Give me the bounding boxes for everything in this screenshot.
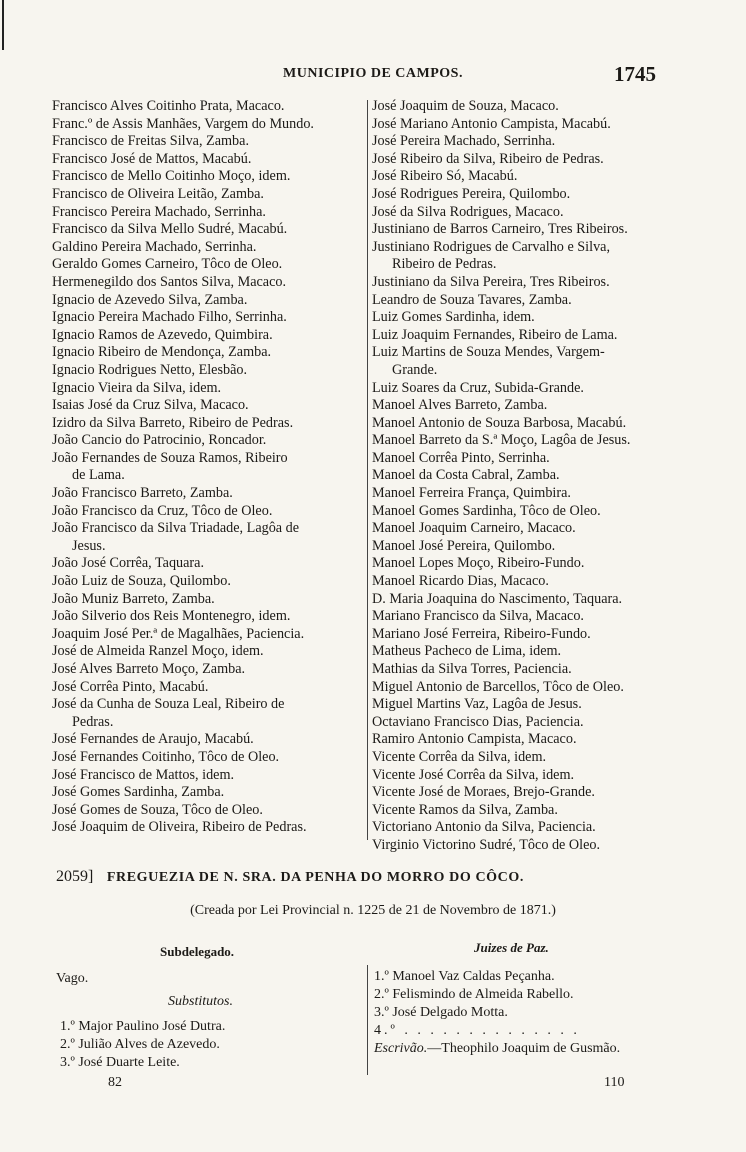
entry-text: José Alves Barreto Moço, Zamba. xyxy=(52,661,246,677)
page-title: MUNICIPIO DE CAMPOS. xyxy=(283,66,463,81)
entry-text: Joaquim José Per.ª de Magalhães, Paciencia. xyxy=(52,625,305,642)
juiz-item: 4.º . . . . . . . . . . . . . . xyxy=(374,1023,580,1038)
entry xyxy=(372,555,690,573)
entry xyxy=(52,133,364,151)
entry-continuation: Grande. xyxy=(392,361,438,378)
entry xyxy=(372,292,690,310)
juizes-list xyxy=(374,968,620,1058)
entry-text: Luiz Soares da Cruz, Subida-Grande. xyxy=(372,379,584,396)
entry xyxy=(372,837,690,855)
entry xyxy=(52,256,364,274)
entry-text: Ignacio Pereira Machado Filho, Serrinha. xyxy=(52,309,287,326)
entry xyxy=(52,397,364,415)
entry-continuation: Ribeiro de Pedras. xyxy=(392,256,497,273)
entry xyxy=(372,467,690,485)
entry xyxy=(372,661,690,679)
entry-text: José Francisco de Mattos, idem. xyxy=(52,766,235,783)
entry-text: Vicente Ramos da Silva, Zamba. xyxy=(372,801,558,818)
entry-text: João Fernandes de Souza Ramos, Ribeiro xyxy=(52,449,288,466)
entry xyxy=(52,116,364,134)
entry xyxy=(372,802,690,820)
entry-text: José Ribeiro da Silva, Ribeiro de Pedras. xyxy=(372,150,604,167)
entry-continuation: de Lama. xyxy=(72,467,125,484)
substituto-item: 2.º Julião Alves de Azevedo. xyxy=(60,1037,220,1052)
entry xyxy=(52,415,364,433)
substitutos-heading: Substitutos. xyxy=(168,994,233,1009)
entry xyxy=(52,573,364,591)
entry-text: Miguel Antonio de Barcellos, Tôco de Oleo. xyxy=(372,678,624,695)
entry-text: Mariano José Ferreira, Ribeiro-Fundo. xyxy=(372,625,591,642)
subdelegado-value: Vago. xyxy=(56,971,89,986)
entry-text: D. Maria Joaquina do Nascimento, Taquara. xyxy=(372,590,623,607)
entry xyxy=(372,679,690,697)
entry-text: Franc.º de Assis Manhães, Vargem do Mundo. xyxy=(52,115,314,132)
entry-text: José de Almeida Ranzel Moço, idem. xyxy=(52,643,264,660)
entry xyxy=(372,819,690,837)
entry-text: Justiniano da Silva Pereira, Tres Ribeiros. xyxy=(372,273,610,290)
entry xyxy=(52,591,364,609)
entry xyxy=(52,168,364,186)
entry xyxy=(52,767,364,785)
entry-text: José Rodrigues Pereira, Quilombo. xyxy=(372,185,571,202)
entry-text: Geraldo Gomes Carneiro, Tôco de Oleo. xyxy=(52,256,283,273)
entry-text: João Francisco da Cruz, Tôco de Oleo. xyxy=(52,502,273,519)
entry xyxy=(52,784,364,802)
entry xyxy=(52,362,364,380)
entry-text: Octaviano Francisco Dias, Paciencia. xyxy=(372,713,584,730)
entry xyxy=(372,784,690,802)
entry xyxy=(372,151,690,169)
entry xyxy=(52,292,364,310)
entry xyxy=(372,221,690,239)
entry-text: Ignacio Rodrigues Netto, Elesbão. xyxy=(52,361,248,378)
entry-continuation: Jesus. xyxy=(72,537,106,554)
escrivao-line xyxy=(374,1040,620,1058)
entry xyxy=(52,503,364,521)
entry xyxy=(52,151,364,169)
entry-text: Francisco Pereira Machado, Serrinha. xyxy=(52,203,266,220)
entry-text: Francisco de Oliveira Leitão, Zamba. xyxy=(52,185,264,202)
entry-text: Manoel José Pereira, Quilombo. xyxy=(372,537,556,554)
entry xyxy=(52,520,364,555)
entry-text: Izidro da Silva Barreto, Ribeiro de Pedras. xyxy=(52,414,294,431)
entry-text: Vicente José Corrêa da Silva, idem. xyxy=(372,766,575,783)
entry-text: José Fernandes de Araujo, Macabú. xyxy=(52,731,254,748)
entry xyxy=(372,450,690,468)
entry-text: Francisco Alves Coitinho Prata, Macaco. xyxy=(52,98,285,114)
entry xyxy=(372,204,690,222)
entry-text: João Cancio do Patrocinio, Roncador. xyxy=(52,432,267,449)
entry-text: José Gomes de Souza, Tôco de Oleo. xyxy=(52,801,263,818)
entry xyxy=(372,626,690,644)
entry xyxy=(52,626,364,644)
entry xyxy=(372,520,690,538)
entry xyxy=(372,239,690,274)
entry xyxy=(372,380,690,398)
entry xyxy=(372,98,690,116)
entry xyxy=(52,819,364,837)
section-subtitle: (Creada por Lei Provincial n. 1225 de 21 de Novembro de 1871.) xyxy=(190,903,556,918)
entry-text: Francisco da Silva Mello Sudré, Macabú. xyxy=(52,221,288,238)
entry-text: Manoel Barreto da S.ª Moço, Lagôa de Jesus. xyxy=(372,432,631,449)
entry-text: João José Corrêa, Taquara. xyxy=(52,555,204,572)
entry xyxy=(372,731,690,749)
section-heading xyxy=(56,868,696,886)
entry-text: José Ribeiro Só, Macabú. xyxy=(372,168,518,185)
entry xyxy=(372,608,690,626)
entry xyxy=(52,274,364,292)
entry xyxy=(52,731,364,749)
entry-text: Vicente José de Moraes, Brejo-Grande. xyxy=(372,784,595,801)
juiz-item: 2.º Felismindo de Almeida Rabello. xyxy=(374,987,574,1002)
entry-text: João Luiz de Souza, Quilombo. xyxy=(52,573,231,590)
entry-text: Virginio Victorino Sudré, Tôco de Oleo. xyxy=(372,836,601,853)
entry-text: Justiniano Rodrigues de Carvalho e Silva, xyxy=(372,238,611,255)
escrivao-name: —Theophilo Joaquim de Gusmão. xyxy=(427,1041,621,1056)
entry xyxy=(372,485,690,503)
substituto-item: 1.º Major Paulino José Dutra. xyxy=(60,1019,226,1034)
entry-text: Francisco José de Mattos, Macabú. xyxy=(52,150,252,167)
juiz-item: 1.º Manoel Vaz Caldas Peçanha. xyxy=(374,969,555,984)
entry-text: Ignacio Ribeiro de Mendonça, Zamba. xyxy=(52,344,272,361)
entry xyxy=(52,802,364,820)
entry xyxy=(372,749,690,767)
footer-left-number: 82 xyxy=(108,1075,122,1090)
entry xyxy=(52,309,364,327)
juizes-heading: Juizes de Paz. xyxy=(474,940,549,955)
left-column xyxy=(52,98,364,837)
entry-text: João Silverio dos Reis Montenegro, idem. xyxy=(52,608,291,625)
entry xyxy=(52,239,364,257)
substituto-item: 3.º José Duarte Leite. xyxy=(60,1055,180,1070)
entry xyxy=(52,555,364,573)
entry xyxy=(372,767,690,785)
entry-text: Manoel Antonio de Souza Barbosa, Macabú. xyxy=(372,414,627,431)
entry-text: José Pereira Machado, Serrinha. xyxy=(372,133,556,150)
entry xyxy=(52,696,364,731)
entry-text: Ignacio de Azevedo Silva, Zamba. xyxy=(52,291,248,308)
entry-text: Luiz Martins de Souza Mendes, Vargem- xyxy=(372,344,605,361)
section-number: 2059] xyxy=(56,868,94,885)
entry xyxy=(372,696,690,714)
entry-text: Isaias José da Cruz Silva, Macaco. xyxy=(52,397,249,414)
entry xyxy=(372,133,690,151)
entry-text: Victoriano Antonio da Silva, Paciencia. xyxy=(372,819,596,836)
entry-text: José Corrêa Pinto, Macabú. xyxy=(52,678,209,695)
entry xyxy=(372,327,690,345)
entry xyxy=(52,450,364,485)
subdelegado-heading: Subdelegado. xyxy=(160,944,235,959)
entry-text: Matheus Pacheco de Lima, idem. xyxy=(372,643,562,660)
right-column xyxy=(372,98,690,855)
entry-text: João Francisco da Silva Triadade, Lagôa de xyxy=(52,520,300,537)
entry xyxy=(52,327,364,345)
entry-text: Luiz Gomes Sardinha, idem. xyxy=(372,309,535,326)
entry-text: Hermenegildo dos Santos Silva, Macaco. xyxy=(52,273,287,290)
entry-text: Galdino Pereira Machado, Serrinha. xyxy=(52,238,257,255)
entry xyxy=(372,714,690,732)
entry xyxy=(372,309,690,327)
entry xyxy=(52,643,364,661)
entry xyxy=(52,749,364,767)
entry xyxy=(52,661,364,679)
entry xyxy=(372,432,690,450)
entry xyxy=(372,168,690,186)
entry xyxy=(52,679,364,697)
entry-text: Manoel Ferreira França, Quimbira. xyxy=(372,485,571,502)
entry xyxy=(52,204,364,222)
entry xyxy=(372,643,690,661)
entry-text: Leandro de Souza Tavares, Zamba. xyxy=(372,291,572,308)
entry xyxy=(52,432,364,450)
entry-text: Francisco de Mello Coitinho Moço, idem. xyxy=(52,168,291,185)
entry xyxy=(372,344,690,379)
entry-text: Luiz Joaquim Fernandes, Ribeiro de Lama. xyxy=(372,326,618,343)
entry-text: Manoel Gomes Sardinha, Tôco de Oleo. xyxy=(372,502,601,519)
footer-right-number: 110 xyxy=(604,1075,625,1090)
entry xyxy=(372,274,690,292)
entry-text: João Francisco Barreto, Zamba. xyxy=(52,485,233,502)
entry-text: Manoel Alves Barreto, Zamba. xyxy=(372,397,548,414)
entry-text: José da Cunha de Souza Leal, Ribeiro de xyxy=(52,696,285,713)
entry xyxy=(372,116,690,134)
entry-text: Manoel da Costa Cabral, Zamba. xyxy=(372,467,560,484)
entry xyxy=(372,538,690,556)
section-title: FREGUEZIA DE N. SRA. DA PENHA DO MORRO DO CÔCO. xyxy=(106,870,524,885)
entry xyxy=(52,608,364,626)
entry xyxy=(52,485,364,503)
entry-text: Manoel Lopes Moço, Ribeiro-Fundo. xyxy=(372,555,585,572)
entry-text: João Muniz Barreto, Zamba. xyxy=(52,590,215,607)
juiz-item: 3.º José Delgado Motta. xyxy=(374,1005,508,1020)
page-edge-line xyxy=(2,0,4,50)
entry xyxy=(372,503,690,521)
entry xyxy=(52,380,364,398)
entry-text: José Gomes Sardinha, Zamba. xyxy=(52,784,225,801)
entry xyxy=(52,344,364,362)
entry xyxy=(372,591,690,609)
entry-text: Justiniano de Barros Carneiro, Tres Ribeiros. xyxy=(372,221,628,238)
escrivao-label: Escrivão. xyxy=(374,1041,428,1056)
column-divider xyxy=(367,100,368,840)
entry xyxy=(52,221,364,239)
entry-text: José Joaquim de Souza, Macaco. xyxy=(372,98,559,114)
entry-text: Miguel Martins Vaz, Lagôa de Jesus. xyxy=(372,696,582,713)
entry-text: Ignacio Vieira da Silva, idem. xyxy=(52,379,222,396)
entry xyxy=(372,573,690,591)
lower-column-divider xyxy=(367,965,368,1075)
entry-text: Vicente Corrêa da Silva, idem. xyxy=(372,748,547,765)
entry xyxy=(372,186,690,204)
entry-text: Ignacio Ramos de Azevedo, Quimbira. xyxy=(52,326,273,343)
entry-text: José da Silva Rodrigues, Macaco. xyxy=(372,203,564,220)
entry-continuation: Pedras. xyxy=(72,713,114,730)
entry-text: Manoel Ricardo Dias, Macaco. xyxy=(372,573,549,590)
entry-text: Mathias da Silva Torres, Paciencia. xyxy=(372,661,572,677)
entry xyxy=(52,186,364,204)
entry-text: Manoel Joaquim Carneiro, Macaco. xyxy=(372,520,576,537)
entry xyxy=(52,98,364,116)
substitutos-list xyxy=(60,1018,225,1072)
entry xyxy=(372,415,690,433)
entry-text: Francisco de Freitas Silva, Zamba. xyxy=(52,133,249,150)
entry-text: José Mariano Antonio Campista, Macabú. xyxy=(372,115,611,132)
entry-text: José Joaquim de Oliveira, Ribeiro de Pedras. xyxy=(52,819,307,836)
entry-text: Manoel Corrêa Pinto, Serrinha. xyxy=(372,449,550,466)
entry-text: Mariano Francisco da Silva, Macaco. xyxy=(372,608,584,625)
entry xyxy=(372,397,690,415)
entry-text: José Fernandes Coitinho, Tôco de Oleo. xyxy=(52,748,280,765)
page-number: 1745 xyxy=(614,62,656,86)
entry-text: Ramiro Antonio Campista, Macaco. xyxy=(372,731,577,748)
